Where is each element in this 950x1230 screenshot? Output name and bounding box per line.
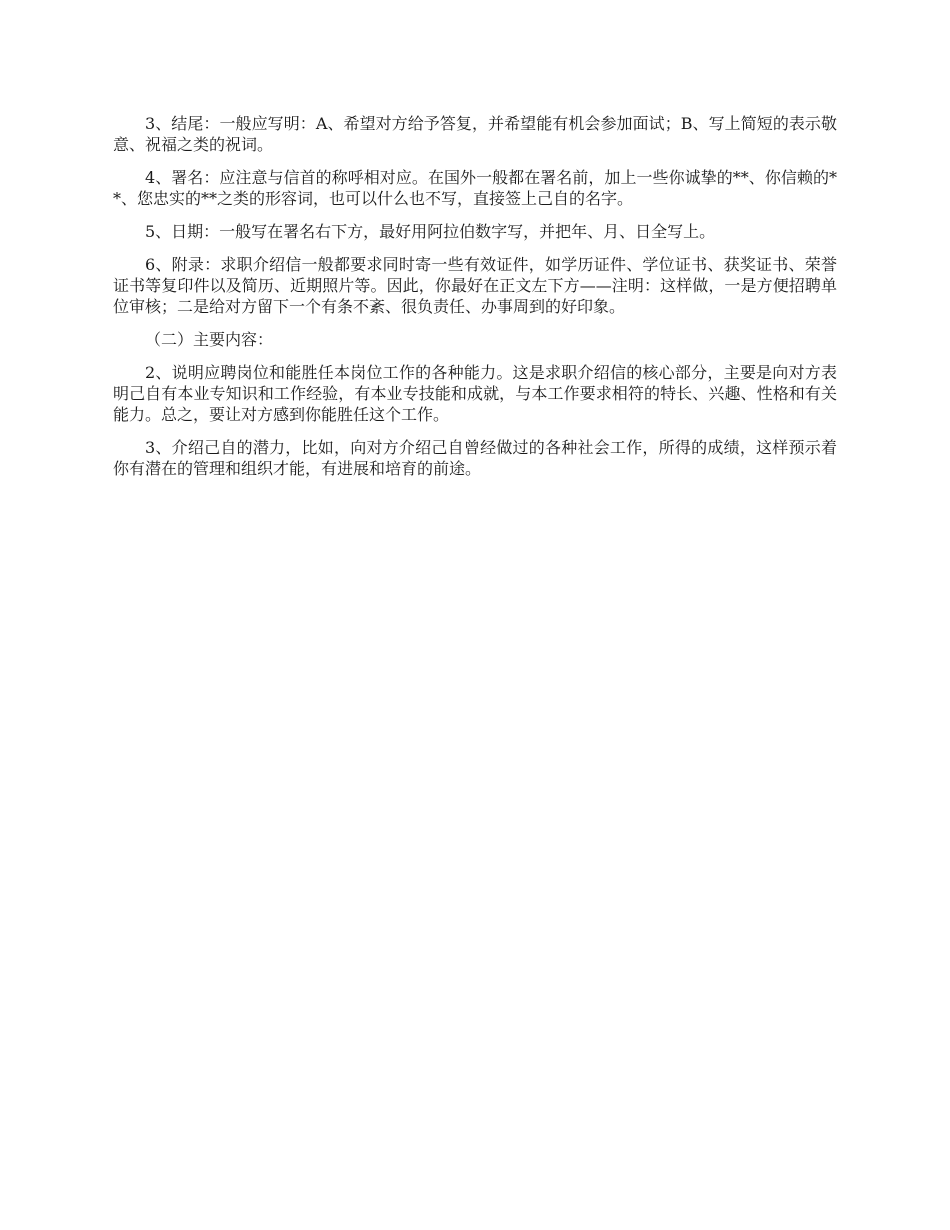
paragraph-appendix: 6、附录：求职介绍信一般都要求同时寄一些有效证件，如学历证件、学位证书、获奖证书、荣誉证书等复印件以及简历、近期照片等。因此，你最好在正文左下方——注明：这样做，一是方便招聘单位审核；二是给对方留下一个有条不紊、很负责任、办事周到的好印象。	[113, 255, 837, 316]
paragraph-closing: 3、结尾：一般应写明：A、希望对方给予答复，并希望能有机会参加面试；B、写上简短的表示敬意、祝福之类的祝词。	[113, 114, 837, 154]
paragraph-potential: 3、介绍己自的潜力，比如，向对方介绍己自曾经做过的各种社会工作，所得的成绩，这样预示着你有潜在的管理和组织才能，有进展和培育的前途。	[113, 438, 837, 478]
section-heading-main-content: （二）主要内容：	[145, 330, 274, 349]
document-body	[113, 113, 837, 491]
paragraph-position-abilities: 2、说明应聘岗位和能胜任本岗位工作的各种能力。这是求职介绍信的核心部分，主要是向对方表明己自有本业专知识和工作经验，有本业专技能和成就，与本工作要求相符的特长、兴趣、性格和有关能力。总之，要让对方感到你能胜任这个工作。	[113, 363, 837, 424]
paragraph-date: 5、日期：一般写在署名右下方，最好用阿拉伯数字写，并把年、月、日全写上。	[145, 222, 716, 241]
paragraph-signature: 4、署名：应注意与信首的称呼相对应。在国外一般都在署名前，加上一些你诚挚的**、你信赖的**、您忠实的**之类的形容词，也可以什么也不写，直接签上己自的名字。	[113, 168, 837, 208]
